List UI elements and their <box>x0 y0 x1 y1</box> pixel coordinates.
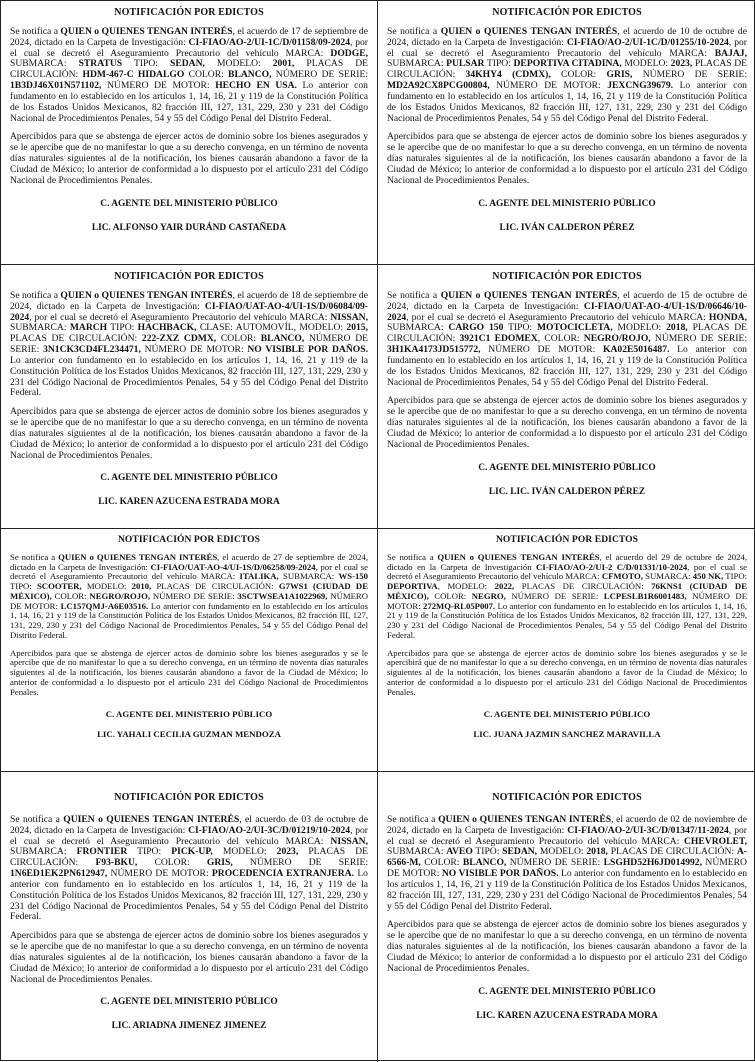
notice-warning: Apercibidos para que se abstenga de ejercer actos de dominio sobre los bienes asegurados y se le apercibe que de no manifestar lo que a su derecho convenga, en un término de noventa días naturales siguientes al de la notificación, los bienes causarán abandono a favor de la Ciudad de México; lo anterior de conformidad a lo dispuesto por el artículo 231 del Código Nacional de Procedimientos Penales. <box>387 919 747 974</box>
notice-body-bold: JEXCNG39679. <box>607 80 674 92</box>
notice-body-bold: 2022, <box>494 581 515 592</box>
notice-body-bold: NO VISIBLE POR DAÑOS. <box>247 344 368 356</box>
notice-body-text: SUBMARCA: <box>387 846 447 858</box>
notice-body-bold: 2010, <box>131 581 152 592</box>
notice-body-text: PLACAS DE CIRCULACIÓN: <box>10 58 368 81</box>
notice-6 <box>378 529 755 772</box>
notice-body-text: , por el cual se decretó el Aseguramiento Precautorio del vehículo MARCA: <box>387 824 748 847</box>
notice-body-text: COLOR: <box>420 857 463 869</box>
notice-body-text: PLACAS DE CIRCULACIÓN: <box>10 846 368 869</box>
notice-body-bold: MD2A92CX8PCG00804, <box>387 80 490 92</box>
signer-role: C. AGENTE DEL MINISTERIO PÚBLICO <box>478 462 656 473</box>
notice-body-text: NÚMERO DE MOTOR: <box>10 590 368 611</box>
notice-body-bold: BLANCO, <box>260 333 305 345</box>
notice-body-bold: BLANCO, <box>462 857 507 869</box>
signer-name: LIC. KAREN AZUCENA ESTRADA MORA <box>476 1010 658 1021</box>
signer-name: LIC. KAREN AZUCENA ESTRADA MORA <box>98 497 280 508</box>
notice-body-text: Lo anterior con fundamento en lo establecido en los artículos 1, 14, 16, 21 y 119 de la Constitución Política de los Estados Unidos Mexicanos, 82 fracción III, 127, 131, 229, 230 y 231 del Código Nacional de Procedimientos Penales, 54 y 55 del Código Penal del Distrito Federal. <box>387 600 747 640</box>
notice-body-bold: QUIEN o QUIENES TENGAN INTERÉS <box>440 26 618 37</box>
notice-body-bold: HECHO EN USA. <box>215 80 297 92</box>
notice-body-bold: QUIEN o QUIENES TENGAN INTERÉS <box>63 814 240 825</box>
notice-body-bold: DEPORTIVA <box>387 581 438 592</box>
notice-body-text: MODELO: <box>81 581 132 592</box>
notice-title: NOTIFICACIÓN POR EDICTOS <box>492 792 642 803</box>
notice-body-text: NÚMERO DE MOTOR: <box>387 857 747 880</box>
notice-body-bold: 2023, <box>276 846 299 858</box>
notice-body-text: Se notifica a <box>387 814 439 825</box>
notice-body-text: COLOR: <box>137 857 207 869</box>
notice-body-bold: QUIEN o QUIENES TENGAN INTERÉS <box>60 26 233 37</box>
notice-body-bold: ITALIKA, <box>239 571 279 582</box>
notice-title: NOTIFICACIÓN POR EDICTOS <box>114 7 264 18</box>
notice-body <box>387 291 747 388</box>
notice-title: NOTIFICACIÓN POR EDICTOS <box>114 271 264 282</box>
notice-body-bold: CARGO 150 <box>448 322 504 334</box>
notice-body-bold: CI-FIAO/UAT-AO-4/UI-1S/D/06258/09-2024 <box>150 561 316 572</box>
notice-warning: Apercibidos para que se abstenga de ejercer actos de dominio sobre los bienes asegurados y se le apercibe que de no manifestar lo que a su derecho convenga, en un término de noventa días naturales siguientes al de la notificación, los bienes causarán abandono a favor de la Ciudad de México; lo anterior de conformidad a lo dispuesto por el artículo 231 del Código Nacional de Procedimientos Penales. <box>387 131 747 186</box>
signer-role: C. AGENTE DEL MINISTERIO PÚBLICO <box>100 997 278 1008</box>
notice-body-text: TIPO: <box>484 58 514 70</box>
notice-body-bold: HDM-467-C HIDALGO <box>82 69 185 81</box>
notice-warning: Apercibidos para que se abstenga de ejercer actos de dominio sobre los bienes asegurados y se le apercibe que de no manifestar lo que a su derecho convenga, en un término de noventa días naturales siguientes al de la notificación, los bienes causarán abandono a favor de la Ciudad de México; lo anterior de conformidad a lo dispuesto por el artículo 231 del Código Nacional de Procedimientos Penales. <box>10 647 368 697</box>
notice-body-text: , por el cual se decretó el Aseguramiento Precautorio del vehículo MARCA: <box>10 824 368 847</box>
notice-body-text: SUBMARCA: <box>10 322 70 334</box>
notice-body-text: SUMARCA: <box>642 571 693 582</box>
notice-body-text: , por el cual se decretó el Aseguramiento Precautorio del vehículo MARCA: <box>387 561 747 582</box>
notice-body-text: Se notifica a <box>10 552 59 562</box>
notice-body-bold: AVEO <box>446 846 473 858</box>
notice-body-text: Lo anterior con fundamento en lo establecido en los artículos 1, 14, 16, 21 y 119 de la Constitución Política de los Estados Unidos Mexicanos, 82 fracción III, 127, 131, 229, 230 y 231 del Código Nacional de Procedimientos Penales, 54 y 55 del Código Penal del Distrito Federal. <box>387 344 747 388</box>
notice-body-bold: PULSAR <box>446 58 485 70</box>
notice-body-text: , el acuerdo de 02 de noviembre de 2024, dictado en la Carpeta de Investigación: <box>387 814 747 836</box>
notice-3 <box>1 265 378 529</box>
notice-body-bold: 222-ZXZ CDMX, <box>141 333 217 345</box>
notice-body-bold: 3N1CK3CD4FL234471, <box>43 344 141 356</box>
notice-body-bold: BLANCO, <box>228 69 272 81</box>
notice-body-text: TIPO: <box>122 58 171 70</box>
notice-body-text: PLACAS DE CIRCULACIÓN: <box>387 58 747 81</box>
notice-body-bold: GRIS, <box>206 857 233 869</box>
notice-body-text: , el acuerdo de 15 de octubre de 2024, dictado en la Carpeta de Investigación: <box>387 290 747 312</box>
notice-body-bold: SEDAN, <box>170 58 205 70</box>
notice-body-text: NÚMERO DE SERIE: <box>505 590 604 601</box>
notice-body-bold: CI-FIAO/AO-2/UI-1C/D/01158/09-2024 <box>188 36 351 48</box>
notice-title: NOTIFICACIÓN POR EDICTOS <box>492 271 642 282</box>
notice-body-bold: CI-FIAO/UAT-AO-4/UI-1S/D/06084/09-2024 <box>10 300 368 323</box>
signer-name: LIC. ALFONSO YAIR DURÁND CASTAÑEDA <box>91 222 287 233</box>
signer-name: LIC. IVÁN CALDERON PÉREZ <box>499 222 635 233</box>
signer-role: C. AGENTE DEL MINISTERIO PÚBLICO <box>478 198 656 209</box>
notice-body-text: COLOR: <box>216 333 261 345</box>
notice-body-text: Lo anterior con fundamento en lo establecido en los artículos 1, 14, 16, 21 y 119 de la Constitución Política de los Estados Unidos Mexicanos, 82 fracción III, 127, 131, 229, 230 y 231 del Código Nacional de Procedimientos Penales, 54 y 55 del Código Penal del Distrito Federal. <box>387 80 747 124</box>
notice-body-text: , por el cual se decretó el Aseguramiento Precautorio del vehículo MARCA: <box>387 36 747 59</box>
notice-title: NOTIFICACIÓN POR EDICTOS <box>495 535 639 545</box>
notice-8 <box>378 772 755 1062</box>
notice-body-text: , el acuerdo del 29 de octubre de 2024, dictado en la Carpeta de Investigación <box>387 552 748 572</box>
signer-name: LIC. JUANA JAZMIN SANCHEZ MARAVILLA <box>473 729 661 740</box>
signer-role: C. AGENTE DEL MINISTERIO PÚBLICO <box>483 709 651 720</box>
notice-body-text: SUBMARCA: <box>10 846 77 858</box>
notice-body-bold: CI-FIAO/AO-2/UI-3C/D/01219/10-2024 <box>188 824 351 836</box>
notice-body-text: Se notifica a <box>10 814 64 825</box>
notice-body-bold: STRATUS <box>78 58 123 70</box>
notice-body-text: COLOR: <box>428 590 472 601</box>
notice-body-text: NÚMERO DE SERIE: <box>10 333 369 356</box>
notice-body-bold: 34KHY4 (CDMX), <box>465 69 551 81</box>
signer-role: C. AGENTE DEL MINISTERIO PÚBLICO <box>100 198 278 209</box>
notice-body-text: PLACAS DE CIRCULACIÓN: <box>151 581 279 592</box>
notice-7 <box>1 772 378 1062</box>
notice-body <box>10 815 368 923</box>
notice-body-bold: QUIEN o QUIENES TENGAN INTERÉS <box>438 814 612 825</box>
notice-body-text: COLOR: <box>51 590 90 601</box>
notice-body-text: TIPO: <box>723 571 748 582</box>
notice-body <box>10 291 368 399</box>
notice-body-text: PLACAS DE CIRCULACIÓN: <box>514 581 652 592</box>
notice-body <box>387 27 747 124</box>
notice-body-text: , el acuerdo de 03 de octubre de 2024, dictado en la Carpeta de Investigación: <box>10 814 368 836</box>
notice-body-text: MODELO: <box>537 846 587 858</box>
notice-2 <box>378 1 755 265</box>
notice-warning: Apercibidos para que se abstenga de ejercer actos de dominio sobre los bienes asegurados y se le apercibe que de no manifestar lo que a su derecho convenga, en un término de noventa días naturales siguientes al de la notificación, los bienes causarán abandono a favor de la Ciudad de México; lo anterior de conformidad a lo dispuesto por el artículo 231 del Código Nacional de Procedimientos Penales. <box>10 930 368 985</box>
notice-body-bold: 1N6ED1EK2PN612947, <box>10 868 108 880</box>
notice-body-bold: CHEVROLET, <box>684 835 747 847</box>
notice-title: NOTIFICACIÓN POR EDICTOS <box>492 7 642 18</box>
notice-body-text: Lo anterior con fundamento en lo establecido en los artículos 1, 14, 16, 21 y 119 de la Constitución Política de los Estados Unidos Mexicanos, 82 fracción III, 127, 131, 229, 230 y 231 del Código Nacional de Procedimientos Penales, 54 y 55 del Código Penal del Distrito Federal. <box>10 868 368 923</box>
notice-body-text: , por el cual se decretó el Aseguramiento Precautorio del vehículo MARCA: <box>406 311 709 323</box>
notice-warning: Apercibidos para que se abstenga de ejercer actos de dominio sobre los bienes asegurados y se le apercibirá que de no manifestar lo que a su derecho convenga, en un término de noventa días naturales siguientes al de la notificación, los bienes causarán abandono a favor de la Ciudad de México; lo anterior de conformidad a lo dispuesto por el artículo 231 del Código Nacional de Procedimientos Penales. <box>387 647 747 697</box>
notice-body-text: , MODELO: <box>437 581 495 592</box>
signer-name: LIC. ARIADNA JIMENEZ JIMENEZ <box>111 1021 267 1032</box>
notice-body-bold: CI-FIAO/AO-2/UI-2 C/D/01331/10-2024 <box>536 561 688 572</box>
notice-body-text: NÚMERO DE MOTOR: <box>489 80 608 92</box>
notice-body-text: MODELO: <box>612 322 667 334</box>
notice-body-bold: NO VISIBLE POR DAÑOS. <box>441 868 559 880</box>
notice-body-bold: GRIS, <box>606 69 633 81</box>
notice-body-text: NÚMERO DE MOTOR: <box>101 80 216 92</box>
notice-body-text: NÚMERO DE MOTOR: <box>387 590 748 611</box>
notice-warning: Apercibidos para que se abstenga de ejercer actos de dominio sobre los bienes asegurados y se le apercibe que de no manifestar lo que a su derecho convenga, en un término de noventa días naturales siguientes al de la notificación, los bienes causarán abandono a favor de la Ciudad de México; lo anterior de conformidad a lo dispuesto por el artículo 231 del Código Nacional de Procedimientos Penales. <box>10 131 368 186</box>
notice-body-bold: 3H1KA4173JD515772, <box>387 344 481 356</box>
notice-body-text: NÚMERO DE SERIE: <box>271 69 368 81</box>
notice-body-bold: MARCH <box>69 322 108 334</box>
notice-body-text: MODELO: <box>212 846 277 858</box>
notice-body-text: , el acuerdo de 17 de septiembre de 2024, dictado en la Carpeta de Investigación: <box>10 26 368 48</box>
notice-body-bold: QUIEN o QUIENES TENGAN INTERÉS <box>58 552 218 562</box>
notice-body-text: , el acuerdo de 27 de septiembre de 2024, dictado en la Carpeta de Investigación: <box>10 552 369 572</box>
notice-body-text: SUBMARCA: <box>278 571 339 582</box>
notice-body-text: , el acuerdo de 10 de octubre de 2024, dictado en la Carpeta de Investigación: <box>387 26 747 48</box>
notice-body-bold: 76KNS1 (CIUDAD DE MÉXICO), <box>387 581 747 601</box>
notice-body-text: , por el cual se decretó el Aseguramiento Precautorio del vehículo MARCA: <box>10 36 369 59</box>
notice-body-text: Lo anterior con fundamento en lo establecido en los artículos 1, 14, 16, 21 y 119 de la Constitución Política de los Estados Unidos Mexicanos, 82 fracción III, 127, 131, 229, 230 y 231 del Código Nacional de Procedimientos Penales, 54 y 55 del Código Penal del Distrito Federal. <box>387 868 747 912</box>
notice-body-text: COLOR: <box>550 69 607 81</box>
notice-body-bold: NEGRO/ROJO, <box>583 333 651 345</box>
notice-title: NOTIFICACIÓN POR EDICTOS <box>117 535 261 545</box>
notice-body-text: NÚMERO DE MOTOR: <box>107 868 212 880</box>
notice-body-text: NÚMERO DE SERIE: <box>232 857 369 869</box>
notice-body-text: Se notifica a <box>387 26 441 37</box>
signer-role: C. AGENTE DEL MINISTERIO PÚBLICO <box>105 709 273 720</box>
notice-1 <box>1 1 378 265</box>
signer-role: C. AGENTE DEL MINISTERIO PÚBLICO <box>100 473 278 484</box>
notice-body-bold: PICK-UP, <box>171 846 213 858</box>
notice-body <box>387 815 747 912</box>
notice-body <box>387 553 747 641</box>
notice-body-text: TIPO: <box>503 322 537 334</box>
notice-body-text: TIPO: <box>107 322 138 334</box>
notice-body-text: NÚMERO DE MOTOR: <box>140 344 248 356</box>
notice-body-bold: MOTOCICLETA, <box>537 322 613 334</box>
notice-body-bold: 3SCTWSEA1A1022969, <box>237 590 328 601</box>
notice-5 <box>1 529 378 772</box>
notice-body-bold: 2018, <box>666 322 688 334</box>
notice-body-bold: QUIEN o QUIENES TENGAN INTERÉS <box>437 552 600 562</box>
notice-body-bold: 272MQ-RL05P007. <box>423 600 496 611</box>
notice-body <box>10 553 368 641</box>
notice-body-text: NÚMERO DE MOTOR: <box>480 344 604 356</box>
notice-body-text: Lo anterior con fundamento en lo establecido en los artículos 1, 14, 16, 21 y 119 de la Constitución Política de los Estados Unidos Mexicanos, 82 fracción III, 127, 131, 229, 230 y 231 del Código Nacional de Procedimientos Penales, 54 y 55 del Código Penal del Distrito Federal. <box>10 354 368 399</box>
notice-body-bold: LSGHD52H6JD014992, <box>603 857 702 869</box>
signer-role: C. AGENTE DEL MINISTERIO PÚBLICO <box>478 986 656 997</box>
notice-body-text: , por el cual se decretó el Aseguramiento Precautorio del vehículo MARCA: <box>29 311 331 323</box>
notice-body-text: NÚMERO DE SERIE: <box>632 69 748 81</box>
notice-body-bold: QUIEN o QUIENES TENGAN INTERÉS <box>440 290 618 301</box>
notice-body-text: Se notifica a <box>10 26 61 37</box>
notice-body-bold: HACHBACK, <box>137 322 197 334</box>
notice-body <box>10 27 368 124</box>
notice-body-bold: LCPESLB1R6001483, <box>603 590 687 601</box>
notice-body-bold: BAJAJ, <box>714 47 747 59</box>
signer-name: LIC. LIC. IVÁN CALDERON PÉREZ <box>488 486 646 497</box>
notice-body-bold: DEPORTIVA CITADINA, <box>513 58 622 70</box>
notice-body-bold: CFMOTO, <box>601 571 643 582</box>
notice-body-bold: SEDAN, <box>502 846 538 858</box>
notice-body-bold: KA02E5016487. <box>603 344 670 356</box>
notice-body-text: NÚMERO DE SERIE: <box>650 333 748 345</box>
notice-body-bold: CI-FIAO/AO-2/UI-1C/D/01255/10-2024 <box>566 36 729 48</box>
notice-body-bold: LC157QMJ-A6E03516. <box>60 600 149 611</box>
notice-body-text: COLOR: <box>184 69 229 81</box>
notice-body-bold: 1B3DJ46X01N571102, <box>10 80 102 92</box>
notice-body-bold: NEGRO/ROJO, <box>89 590 150 601</box>
notice-body-text: PLACAS DE CIRCULACIÓN: <box>607 846 737 858</box>
notice-body-text: , el acuerdo de 18 de septiembre de 2024, dictado en la Carpeta de Investigación: <box>10 290 368 312</box>
notice-body-bold: F93-BKU, <box>95 857 138 869</box>
notice-body-text: NÚMERO DE SERIE: <box>150 590 238 601</box>
notice-body-text: SUBMARCA: <box>387 58 447 70</box>
signer-name: LIC. YAHALI CECILIA GUZMAN MENDOZA <box>97 729 281 740</box>
notice-body-text: SUBMARCA: <box>10 58 79 70</box>
notice-body-bold: FRONTIER <box>76 846 128 858</box>
notice-body-bold: 3921C1 EDOMEX <box>459 333 538 345</box>
notice-body-bold: CI-FIAO/AO-2/UI-3C/D/01347/11-2024 <box>567 824 729 836</box>
notice-body-text: Se notifica a <box>387 552 438 562</box>
notice-body-text: Lo anterior con fundamento en lo establecido en los artículos 1, 14, 16, 21 y 119 de la Constitución Política de los Estados Unidos Mexicanos, 82 fracción III, 127, 131, 229, 230 y 231 del Código Nacional de Procedimientos Penales, 54 y 55 del Código Penal del Distrito Federal. <box>10 600 368 640</box>
notice-body-bold: 2023, <box>670 58 693 70</box>
notice-warning: Apercibidos para que se abstenga de ejercer actos de dominio sobre los bienes asegurados y se le apercibe que de no manifestar lo que a su derecho convenga, en un término de noventa días naturales siguientes al de la notificación, los bienes causarán abandono a favor de la Ciudad de México; lo anterior de conformidad a lo dispuesto por el artículo 231 del Código Nacional de Procedimientos Penales. <box>387 395 747 450</box>
notice-body-text: MODELO: <box>204 58 273 70</box>
notice-body-text: Lo anterior con fundamento en lo establecido en los artículos 1, 14, 16, 21 y 119 de la Constitución Política de los Estados Unidos Mexicanos, 82 fracción III, 127, 131, 229, 230 y 231 del Código Nacional de Procedimientos Penales, 54 y 55 del Código Penal del Distrito Federal. <box>10 80 368 124</box>
notice-title: NOTIFICACIÓN POR EDICTOS <box>114 792 264 803</box>
notice-body-bold: SCOOTER, <box>36 581 82 592</box>
notice-body-bold: HONDA, <box>708 311 747 323</box>
notice-body-text: PLACAS DE CIRCULACIÓN: <box>10 333 142 345</box>
notice-body-bold: WS-150 <box>338 571 368 582</box>
notice-body-bold: NISSAN, <box>330 311 368 323</box>
notice-body-bold: 2001, <box>272 58 295 70</box>
notice-body-text: MODELO: <box>621 58 671 70</box>
notice-body-text: TIPO: <box>127 846 172 858</box>
notice-body-bold: PROCEDENCIA EXTRANJERA. <box>211 868 355 880</box>
notice-4 <box>378 265 755 529</box>
notice-body-bold: 450 NK, <box>692 571 724 582</box>
notice-body-bold: QUIEN o QUIENES TENGAN INTERÉS <box>60 290 233 301</box>
notice-body-bold: NEGRO, <box>471 590 506 601</box>
notice-body-text: TIPO: <box>472 846 503 858</box>
notice-body-text: Se notifica a <box>10 290 61 301</box>
notice-body-text: NÚMERO DE SERIE: <box>506 857 604 869</box>
notice-body-bold: DODGE, <box>330 47 368 59</box>
notice-body-bold: A-6566-M, <box>387 846 747 869</box>
notice-body-text: Se notifica a <box>387 290 441 301</box>
notice-warning: Apercibidos para que se abstenga de ejercer actos de dominio sobre los bienes asegurados y se le apercibe que de no manifestar lo que a su derecho convenga, en un término de noventa días naturales siguientes al de la notificación, los bienes causarán abandono a favor de la Ciudad de México; lo anterior de conformidad a lo dispuesto por el artículo 231 del Código Nacional de Procedimientos Penales. <box>10 406 368 461</box>
notice-body-bold: G7WS1 (CIUDAD DE MÉXICO), <box>10 581 368 601</box>
notice-body-bold: 2018, <box>586 846 608 858</box>
notice-body-bold: NISSAN, <box>330 835 368 847</box>
notice-body-text: SUBMARCA: <box>387 322 449 334</box>
notice-body-text: CLASE: AUTOMOVÍL, MODELO: <box>196 322 347 334</box>
notice-body-text: , por el cual se decretó el Aseguramiento Precautorio del vehículo MARCA: <box>10 561 368 582</box>
notice-body-bold: 2015, <box>346 322 368 334</box>
notice-body-bold: CI-FIAO/UAT-AO-4/UI-1S/D/06646/10-2024 <box>387 300 747 323</box>
notice-body-text: PLACAS DE CIRCULACIÓN: <box>387 322 748 345</box>
notice-body-text: TIPO: <box>10 581 37 592</box>
notice-body-text: , COLOR: <box>537 333 584 345</box>
